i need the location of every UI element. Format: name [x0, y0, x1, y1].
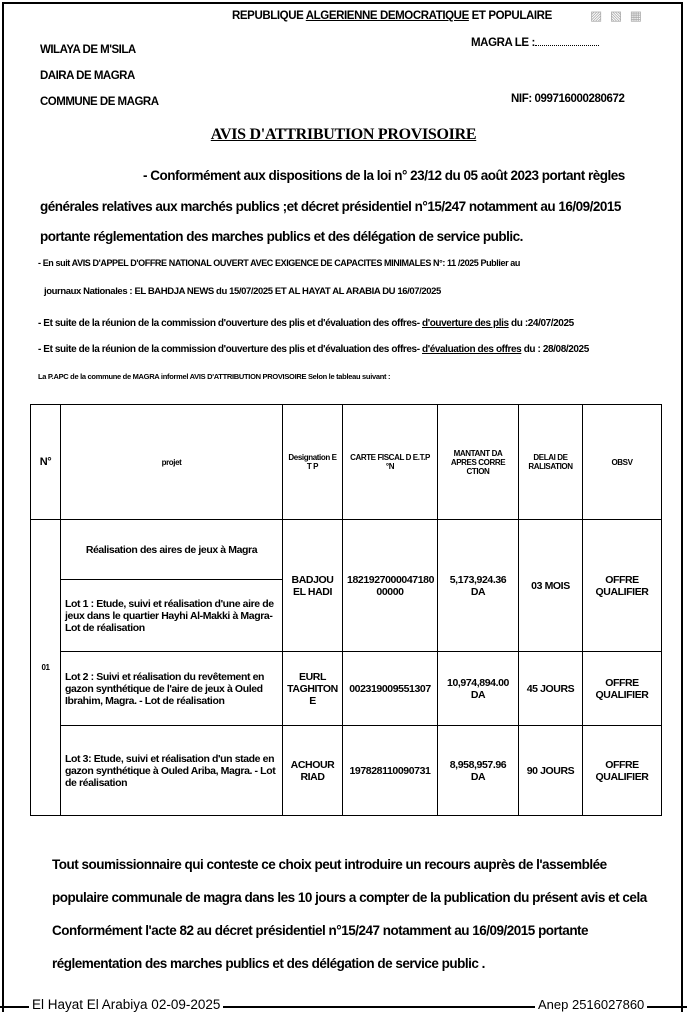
header-obsv: OBSV — [583, 405, 662, 520]
reunion1-underlined: d'ouverture des plis — [422, 318, 509, 329]
apc-line: La P.APC de la commune de MAGRA informel AVIS D'ATTRIBUTION PROVISOIRE Selon le tableau suivant : — [38, 372, 391, 381]
daira-label: DAIRA DE MAGRA — [40, 70, 135, 82]
intro-line-3: portante réglementation des marches publics et des délégation de service public. — [40, 229, 523, 244]
header-projet: projet — [61, 405, 283, 520]
reunion2-date: du : 28/08/2025 — [521, 344, 589, 355]
magra-date — [471, 37, 599, 49]
magra-date-label: MAGRA LE : — [471, 37, 535, 49]
table-row — [31, 652, 662, 726]
nif-number: NIF: 099716000280672 — [511, 93, 625, 105]
lot1-delai: 03 MOIS — [519, 520, 583, 652]
recourse-paragraph: Tout soumissionnaire qui conteste ce choix peut introduire un recours auprès de l'assemblée populaire communale de magra dans les 10 jours a compter de la publication du présent avis et cela Conformément l'acte 82 au décret présidentiel n°15/247 notamment au 16/09/2015 portante réglementation des marches publics et des délégation de service public . — [52, 857, 647, 971]
header-delai: DELAI DE RALISATION — [519, 405, 583, 520]
lot2-montant: 10,974,894.00 DA — [438, 652, 519, 726]
table-row — [31, 726, 662, 816]
lot1-montant: 5,173,924.36 DA — [438, 520, 519, 652]
intro-line-1: - Conformément aux dispositions de la loi n° 23/12 du 05 août 2023 portant règles — [143, 168, 625, 183]
lot3-obsv: OFFRE QUALIFIER — [583, 726, 662, 816]
bottom-bar — [0, 996, 687, 1016]
reunion1-text: - Et suite de la réunion de la commission d'ouverture des plis et d'évaluation des offres- — [38, 318, 423, 329]
republic-text-underlined: ALGERIENNE DEMOCRATIQUE — [305, 10, 469, 22]
lot3-delai: 90 JOURS — [519, 726, 583, 816]
lot1-etp: BADJOU EL HADI — [283, 520, 343, 652]
reunion2-text: - Et suite de la réunion de la commission d'ouverture des plis et d'évaluation des offres- — [38, 344, 423, 355]
reunion-line-1 — [38, 318, 658, 329]
row-number: 01 — [31, 520, 61, 816]
attribution-table — [30, 404, 662, 816]
reunion2-underlined: d'évaluation des offres — [422, 344, 522, 355]
wilaya-label: WILAYA DE M'SILA — [40, 44, 136, 56]
lot1-projet: Lot 1 : Etude, suivi et réalisation d'une aire de jeux dans le quartier Hayhi Al-Makki à Magra- Lot de réalisation — [61, 580, 283, 652]
date-blank — [535, 45, 599, 46]
lot1-obsv: OFFRE QUALIFIER — [583, 520, 662, 652]
newspaper-source: El Hayat El Arabiya 02-09-2025 — [29, 997, 223, 1012]
lot2-delai: 45 JOURS — [519, 652, 583, 726]
republic-header — [232, 10, 552, 22]
lot3-etp: ACHOUR RIAD — [283, 726, 343, 816]
table-header-row — [31, 405, 662, 520]
header-carte: CARTE FISCAL D E.T.P °N — [343, 405, 438, 520]
lot2-obsv: OFFRE QUALIFIER — [583, 652, 662, 726]
header-designation: Designation E T P — [283, 405, 343, 520]
stamp-mark: ▨ ▧ ▦ — [590, 8, 645, 23]
reunion-line-2 — [38, 344, 658, 355]
lot3-montant: 8,958,957.96 DA — [438, 726, 519, 816]
lot2-carte: 002319009551307 — [343, 652, 438, 726]
header-num: N° — [31, 405, 61, 520]
commune-label: COMMUNE DE MAGRA — [40, 96, 159, 108]
table-row — [31, 520, 662, 580]
republic-text-1: REPUBLIQUE — [232, 10, 306, 22]
republic-text-2: ET POPULAIRE — [468, 10, 552, 22]
lot1-carte: 1821927000047180 00000 — [343, 520, 438, 652]
anep-number: Anep 2516027860 — [535, 997, 647, 1012]
lot3-carte: 197828110090731 — [343, 726, 438, 816]
lot3-projet: Lot 3: Etude, suivi et réalisation d'un stade en gazon synthétique à Ouled Ariba, Magra. - Lot de réalisation — [61, 726, 283, 816]
avis-line-1: - En suit AVIS D'APPEL D'OFFRE NATIONAL OUVERT AVEC EXIGENCE DE CAPACITES MINIMALES N°: 11 /2025 Publier au — [38, 258, 520, 268]
project-title: Réalisation des aires de jeux à Magra — [61, 520, 283, 580]
header-montant: MANTANT DA APRES CORRE CTION — [438, 405, 519, 520]
lot2-etp: EURL TAGHITON E — [283, 652, 343, 726]
avis-line-2: journaux Nationales : EL BAHDJA NEWS du 15/07/2025 ET AL HAYAT AL ARABIA DU 16/07/2025 — [44, 286, 441, 297]
notice-title: AVIS D'ATTRIBUTION PROVISOIRE — [210, 126, 477, 143]
intro-line-2: générales relatives aux marchés publics ;et décret présidentiel n°15/247 notamment au 16/09/2015 — [40, 199, 621, 214]
reunion1-date: du :24/07/2025 — [508, 318, 574, 329]
lot2-projet: Lot 2 : Suivi et réalisation du revêtement en gazon synthétique de l'aire de jeux à Ouled Ibrahim, Magra. - Lot de réalisation — [61, 652, 283, 726]
